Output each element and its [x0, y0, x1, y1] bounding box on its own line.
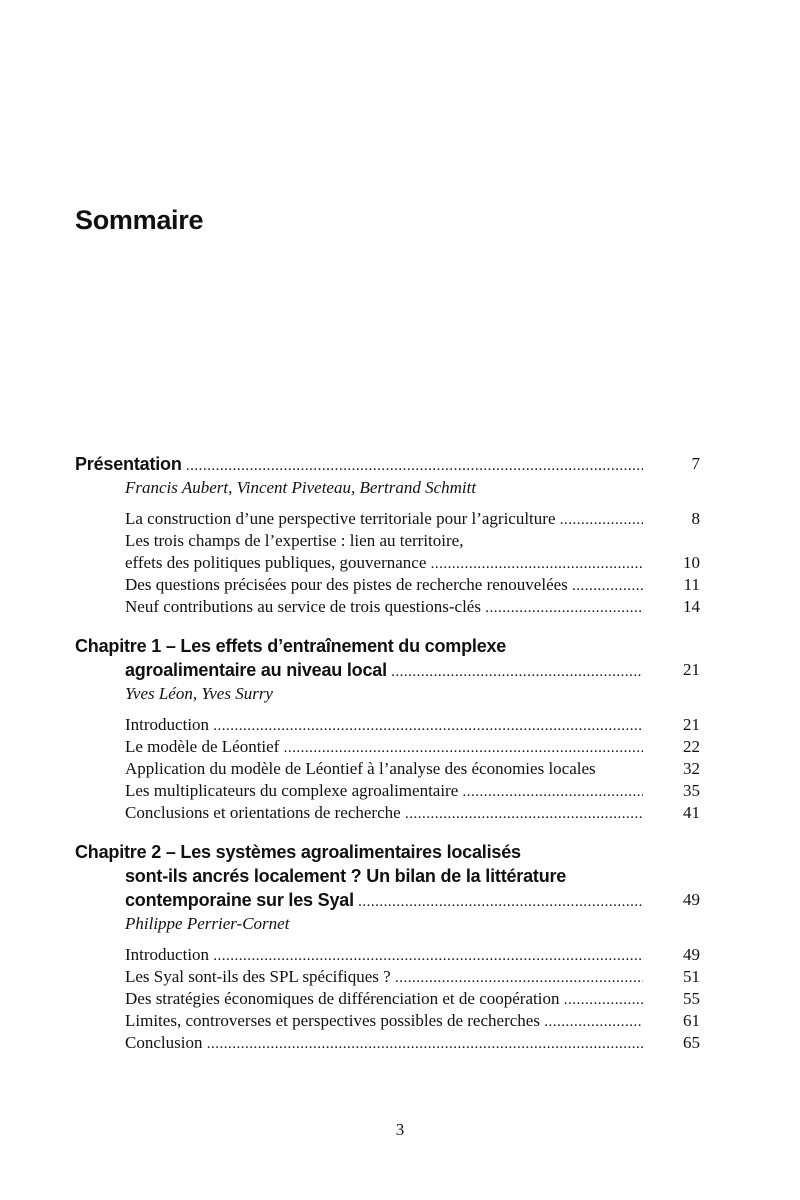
page-number: 21 — [683, 660, 700, 679]
page-number: 49 — [683, 890, 700, 909]
toc-entry-label: La construction d’une perspective territoriale pour l’agriculture ..... — [125, 508, 643, 530]
page-number: 35 — [683, 781, 700, 800]
page-number: 22 — [683, 737, 700, 756]
page-title: Sommaire — [75, 205, 204, 235]
toc-entry-label: Les Syal sont-ils des SPL spécifiques ? ..... — [125, 966, 643, 988]
toc-chapter-2-heading-cont[interactable] — [0, 864, 800, 888]
page-number: 41 — [683, 803, 700, 822]
table-of-contents — [0, 452, 800, 1054]
page-number: 11 — [683, 575, 700, 594]
toc-entry[interactable] — [0, 966, 800, 988]
toc-entry-label: Introduction ..... — [125, 944, 643, 966]
toc-section-presentation[interactable] — [0, 452, 800, 476]
toc-entry[interactable] — [0, 596, 800, 618]
page-number: 7 — [691, 454, 700, 473]
toc-entry-label: Conclusions et orientations de recherche ..... — [125, 802, 643, 824]
toc-entry[interactable] — [0, 552, 800, 574]
page-number: 61 — [683, 1011, 700, 1030]
section-heading: Présentation — [75, 454, 182, 474]
page-number: 51 — [683, 967, 700, 986]
page-number: 55 — [683, 989, 700, 1008]
toc-entry[interactable] — [0, 944, 800, 966]
toc-entry[interactable] — [0, 1032, 800, 1054]
chapter-authors: Yves Léon, Yves Surry — [125, 684, 273, 703]
chapter-heading: Chapitre 2 – Les systèmes agroalimentaires localisés — [75, 842, 521, 862]
toc-chapter-2-heading-cont[interactable] — [0, 888, 800, 912]
toc-entry-label: Conclusion ..... — [125, 1032, 643, 1054]
toc-entry-label: effets des politiques publiques, gouvernance ..... — [125, 552, 643, 574]
toc-entry[interactable] — [0, 530, 800, 552]
chapter-authors: Philippe Perrier-Cornet — [125, 914, 290, 933]
toc-entry[interactable] — [0, 1010, 800, 1032]
toc-entry-label: Application du modèle de Léontief à l’analyse des économies locales — [125, 759, 596, 778]
toc-entry[interactable] — [0, 802, 800, 824]
chapter-heading: agroalimentaire au niveau local — [125, 660, 387, 680]
toc-entry-label: Le modèle de Léontief ..... — [125, 736, 643, 758]
toc-entry[interactable] — [0, 574, 800, 596]
toc-entry-label: Des stratégies économiques de différenciation et de coopération ..... — [125, 988, 643, 1010]
page-number: 32 — [683, 759, 700, 778]
section-authors: Francis Aubert, Vincent Piveteau, Bertrand Schmitt — [125, 478, 477, 497]
toc-entry-label: Les trois champs de l’expertise : lien au territoire, — [125, 531, 464, 550]
toc-entry[interactable] — [0, 736, 800, 758]
toc-entry[interactable] — [0, 508, 800, 530]
toc-entry[interactable] — [0, 780, 800, 802]
page-number: 10 — [683, 553, 700, 572]
chapter-heading: sont-ils ancrés localement ? Un bilan de la littérature — [125, 866, 567, 886]
toc-chapter-1-heading[interactable] — [0, 634, 800, 658]
page-number: 65 — [683, 1033, 700, 1052]
toc-entry[interactable] — [0, 758, 800, 780]
toc-entry[interactable] — [0, 714, 800, 736]
page-number: 8 — [691, 509, 700, 528]
toc-entry-label: Introduction ..... — [125, 714, 643, 736]
toc-entry[interactable] — [0, 988, 800, 1010]
page-number: 14 — [683, 597, 700, 616]
toc-chapter-1-heading-cont[interactable] — [0, 658, 800, 682]
page-number: 21 — [683, 715, 700, 734]
toc-entry-label: Limites, controverses et perspectives possibles de recherches ..... — [125, 1010, 643, 1032]
chapter-heading: contemporaine sur les Syal — [125, 890, 354, 910]
page-number: 49 — [683, 945, 700, 964]
toc-entry-label: Des questions précisées pour des pistes de recherche renouvelées ..... — [125, 574, 643, 596]
toc-entry-label: Neuf contributions au service de trois questions-clés ..... — [125, 596, 643, 618]
chapter-heading: Chapitre 1 – Les effets d’entraînement du complexe — [75, 636, 507, 656]
toc-entry-label: Les multiplicateurs du complexe agroalimentaire ..... — [125, 780, 643, 802]
page-folio: 3 — [395, 1120, 405, 1139]
toc-chapter-2-heading[interactable] — [0, 840, 800, 864]
